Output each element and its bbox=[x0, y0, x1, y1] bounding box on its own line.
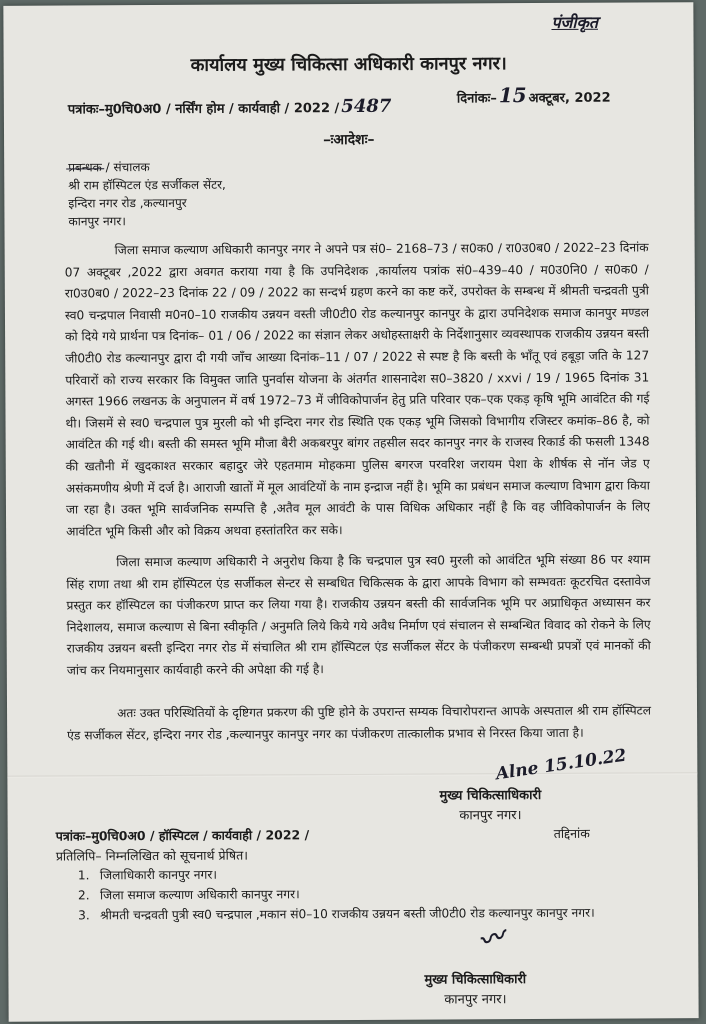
paragraph-2-text: जिला समाज कल्याण अधिकारी ने अनुरोध किया है कि चन्द्रपाल पुत्र स्व0 मुरली को आवंटित भूमि संख्या 86 पर श्याम सिंह राणा तथा श्री राम हॉस्पिटल एंड सर्जीकल सेन्टर से सम्बधित चिकित्सक के द्वारा आपके विभाग को सम्भवतः कूटरचित दस्तावेज प्रस्तुत कर हॉस्पिटल का पंजीकरण प्राप्त कर लिया गया है। राजकीय उन्नयन बस्ती की सार्वजनिक भूमि पर अप्राधिकृत अध्यासन कर निदेशालय, समाज कल्याण से बिना स्वीकृति / अनुमति लिये किये गये अवैध निर्माण एवं संचालन से सम्बन्धित विवाद को रोकने के लिए राजकीय उन्नयन बस्ती इन्दिरा नगर रोड में संचालित श्री राम हॉस्पिटल एंड सर्जीकल सेंटर के पंजीकरण सम्बन्धी प्रपत्रों एवं मानकों की जांच कर नियमानुसार कार्यवाही करने की अपेक्षा की गई है। bbox=[66, 552, 651, 678]
addressee-block bbox=[68, 158, 226, 231]
reference-label: पत्रांकः– bbox=[67, 102, 105, 118]
paragraph-1 bbox=[65, 237, 651, 542]
date-label: दिनांकः– bbox=[456, 91, 497, 107]
paragraph-1-text: जिला समाज कल्याण अधिकारी कानपुर नगर ने अपने पत्र सं0– 2168–73 / स0क0 / रा0उ0ब0 / 2022–23 दिनांक 07 अक्टूबर ,2022 द्वारा अवगत कराया गया है कि उपनिदेशक ,कार्यालय पत्रांक सं0–439–40 / म0उ0नि0 / स0क0 / रा0उ0ब0 / 2022–23 दिनांक 22 / 09 / 2022 का सन्दर्भ ग्रहण करने का कष्ट करें, उपरोक्त के सम्बन्ध में श्रीमती चन्द्रवती पुत्री स्व0 चन्द्रपाल निवासी म0न0–10 राजकीय उन्नयन वस्ती जी0टी0 रोड कल्यानपुर कानपुर के द्वारा उपनिदेशक समाज कानपुर मण्डल को दिये गये प्रार्थना पत्र दिनांक– 01 / 06 / 2022 का संज्ञान लेकर अधोहस्ताक्षरी के निर्देशानुसार व्यवस्थापक राजकीय उन्नयन बस्ती जी0टी0 रोड कल्यानपुर द्वारा दी गयी जाँच आख्या दिनांक–11 / 07 / 2022 से स्पष्ट है कि बस्ती के भाँतू एवं हबूड़ा जति के 127 परिवारों को राज्य सरकार कि विमुक्त जाति पुनर्वास योजना के अंतर्गत शासनादेश स0–3820 / xxvi / 19 / 1965 दिनांक 31 अगस्त 1966 लखनऊ के अनुपालन में वर्ष 1972–73 में जीविकोपार्जन हेतु प्रति परिवार एक–एक एकड़ कृषि भूमि आवंटित की गई थी। जिसमें से स्व0 चन्द्रपाल पुत्र मुरली को भी इन्दिरा नगर रोड स्थिति एक एकड़ भूमि जिसको विभागीय रजिस्टर कमांक–86 है, को आवंटित की गई थी। बस्ती की समस्त भूमि मौजा बैरी अकबरपुर बांगर तहसील सदर कानपुर नगर के राजस्व रिकार्ड की फसली 1348 की खतौनी में खुदकाश्त सरकार बहादुर जेरे एहतमाम मोहकमा पुलिस बगरज परवरिश जरायम पेशा के शीर्षक से नॉन जेड ए असंकमणीय श्रेणी में दर्ज है। आराजी खातों में मूल आवंटियों के नाम इन्द्राज नहीं है। भूमि का प्रबंधन समाज कल्याण विभाग द्वारा किया जा रहा है। उक्त भूमि सार्वजनिक सम्पत्ति है ,अतैव मूल आवंटी के पास विधिक अधिकार नहीं है कि वह जीविकोपार्जन के लिए आवंटित भूमि किसी और को विक्रय अथवा हस्तांतरित कर सके। bbox=[64, 240, 651, 539]
office-title: कार्यालय मुख्य चिकित्सा अधिकारी कानपुर नगर। bbox=[190, 53, 507, 76]
copy-intro: प्रतिलिपि– निम्नलिखित को सूचनार्थ प्रेषित। bbox=[55, 847, 248, 864]
letter-date bbox=[457, 83, 611, 108]
signature-block-2 bbox=[424, 970, 526, 1011]
order-heading: –ःआदेशः– bbox=[323, 131, 375, 149]
reference-printed: मु0चि0अ0 / नर्सिंग होम / कार्यवाही / 2022 / bbox=[104, 101, 340, 118]
signature-1-designation: मुख्य चिकित्साधिकारी bbox=[439, 788, 542, 804]
list-item: 1. जिलाधिकारी कानपुर नगर। bbox=[77, 867, 218, 883]
copy-list bbox=[78, 863, 638, 926]
list-item: 3. श्रीमती चन्द्रवती पुत्री स्व0 चन्द्रपाल ,मकान सं0–10 राजकीय उन्नयन बस्ती जी0टी0 रोड कल्यानपुर कानपुर नगर। bbox=[78, 905, 595, 923]
signature-block-1 bbox=[439, 786, 541, 827]
handwritten-signature: Alne 15.10.22 bbox=[494, 745, 628, 785]
reference-number bbox=[68, 96, 392, 119]
date-handwritten-day: 15 bbox=[498, 83, 527, 108]
paragraph-3-text: अतः उक्त परिस्थितियों के दृष्टिगत प्रकरण की पुष्टि होने के उपरान्त सम्यक विचारोपरान्त आपके अस्पताल श्री राम हॉस्पिटल एंड सर्जीकल सेंटर, इन्दिरा नगर रोड ,कल्यानपुर कानपुर नगर का पंजीकरण तात्कालीक प्रभाव से निरस्त किया जाता है। bbox=[67, 703, 652, 743]
copy-reference-date: तद्दिनांक bbox=[553, 825, 590, 841]
copy-reference-number bbox=[56, 826, 310, 844]
signature-scribble: 〰 bbox=[474, 922, 507, 959]
letter-page bbox=[3, 2, 698, 1022]
signature-2-designation: मुख्य चिकित्साधिकारी bbox=[424, 972, 527, 988]
copy-reference-printed: मु0चि0अ0 / हॉस्पिटल / कार्यवाही / 2022 / bbox=[91, 827, 310, 844]
corner-handwritten-note: पंजीकृत bbox=[551, 12, 599, 32]
copy-reference-label: पत्रांकः– bbox=[55, 828, 92, 844]
addressee-title bbox=[68, 158, 226, 177]
addressee-name: श्री राम हॉस्पिटल एंड सर्जीकल सेंटर, bbox=[68, 177, 226, 193]
addressee-city: कानपुर नगर। bbox=[68, 214, 126, 229]
paragraph-2 bbox=[66, 549, 651, 682]
signature-2-place: कानपुर नगर। bbox=[444, 992, 507, 1008]
addressee-street: इन्दिरा नगर रोड ,कल्यानपुर bbox=[68, 195, 187, 211]
struck-title: प्रबन्धक bbox=[68, 160, 102, 175]
reference-handwritten: 5487 bbox=[341, 95, 392, 118]
paragraph-3 bbox=[67, 700, 651, 746]
paper-fold bbox=[7, 772, 697, 778]
addressee-title-rest: / संचालक bbox=[105, 160, 150, 175]
signature-1-place: कानपुर नगर। bbox=[459, 808, 522, 824]
date-printed: अक्टूबर, 2022 bbox=[528, 90, 611, 107]
list-item: 2. जिला समाज कल्याण अधिकारी कानपुर नगर। bbox=[77, 887, 300, 903]
